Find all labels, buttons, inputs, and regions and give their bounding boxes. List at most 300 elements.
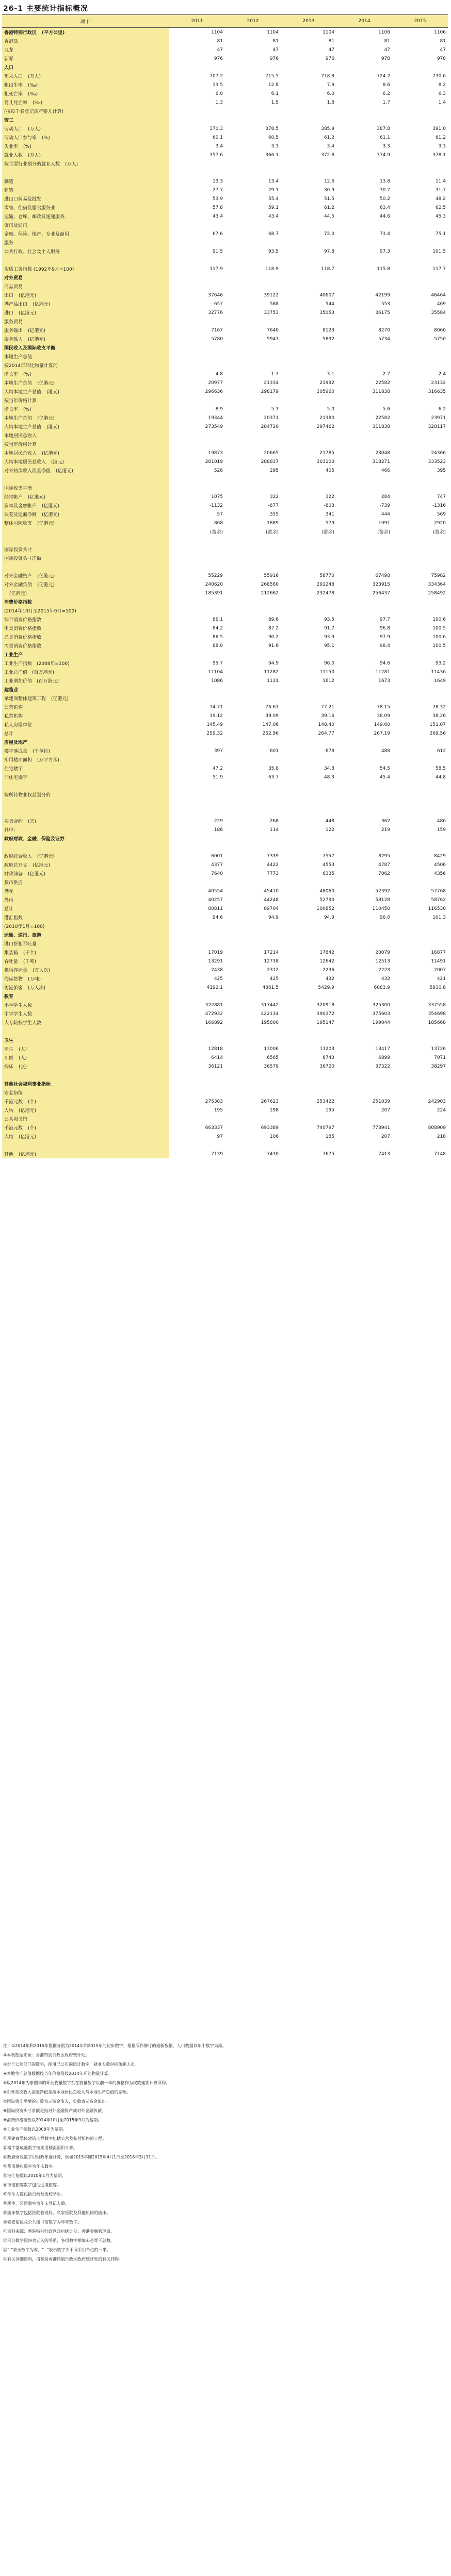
row-label xyxy=(2,711,169,720)
value-cell xyxy=(281,431,336,440)
row-label xyxy=(2,878,169,887)
value-cell xyxy=(336,992,392,1001)
value-cell: 37646 xyxy=(208,292,223,298)
value-cell: 30.9 xyxy=(324,187,334,193)
header-year: 2012 xyxy=(225,15,281,28)
row-label xyxy=(2,703,169,711)
value-cell xyxy=(225,992,281,1001)
row-unit: (万吨) xyxy=(28,977,41,982)
value-cell xyxy=(336,168,392,177)
value-cell: 35.8 xyxy=(268,766,279,771)
row-label xyxy=(2,1071,169,1079)
row-label-text: 吞吐量 xyxy=(4,959,19,965)
value-cell: 97.3 xyxy=(379,248,390,254)
row-label-text: 总计 xyxy=(4,732,14,737)
value-cell: 6.2 xyxy=(438,406,446,412)
row-label xyxy=(2,264,169,273)
row-unit: (亿港元) xyxy=(37,574,55,579)
value-cell xyxy=(169,1079,225,1088)
row-unit: (张) xyxy=(19,1065,27,1070)
value-cell xyxy=(392,343,448,352)
value-cell xyxy=(225,606,281,615)
row-label xyxy=(2,571,169,580)
row-label-text: 承建商整体建筑工程 xyxy=(4,696,46,702)
value-cell xyxy=(281,694,336,703)
value-cell: 7.9 xyxy=(327,82,334,88)
value-cell xyxy=(392,834,448,843)
value-cell: 4553 xyxy=(323,862,334,868)
row-unit: (万人) xyxy=(28,74,41,79)
row-label xyxy=(2,887,169,895)
table-row xyxy=(2,519,448,527)
value-cell xyxy=(225,650,281,659)
value-cell: 20371 xyxy=(264,415,279,421)
row-label-text: 买卖合约 xyxy=(4,819,23,824)
value-cell xyxy=(169,484,225,492)
value-cell xyxy=(392,1115,448,1123)
row-label xyxy=(2,562,169,571)
table-row xyxy=(2,282,448,291)
value-cell xyxy=(336,545,392,554)
row-label xyxy=(2,1123,169,1132)
value-cell: 39122 xyxy=(264,292,279,298)
row-label xyxy=(2,72,169,80)
value-cell xyxy=(392,63,448,72)
value-cell: 145.49 xyxy=(206,722,223,727)
value-cell xyxy=(336,808,392,817)
value-cell: 3.4 xyxy=(327,143,334,149)
value-cell: 74.71 xyxy=(210,704,223,710)
value-cell xyxy=(225,1079,281,1088)
table-row xyxy=(2,194,448,203)
table-row xyxy=(2,703,448,711)
value-cell: 242903 xyxy=(428,1099,446,1104)
value-cell: 45410 xyxy=(264,888,279,894)
row-label xyxy=(2,1036,169,1044)
value-cell xyxy=(281,282,336,291)
table-row xyxy=(2,852,448,860)
table-row xyxy=(2,186,448,194)
row-label-text: 房屋及地产 xyxy=(4,740,28,745)
value-cell: 122 xyxy=(325,827,334,833)
value-cell: 6414 xyxy=(211,1055,223,1060)
table-header-row xyxy=(2,15,448,28)
table-row xyxy=(2,650,448,659)
row-label-text: 国际投资头寸净额 xyxy=(4,556,42,561)
value-cell xyxy=(225,352,281,361)
value-cell: 94.9 xyxy=(268,915,279,920)
table-row xyxy=(2,1088,448,1097)
row-label xyxy=(2,98,169,107)
row-label xyxy=(2,519,169,527)
value-cell xyxy=(169,790,225,799)
value-cell xyxy=(281,159,336,168)
value-cell: 11491 xyxy=(431,958,446,964)
value-cell: 11.4 xyxy=(435,178,446,184)
row-label-text: 服务输出 xyxy=(4,328,23,334)
row-label xyxy=(2,738,169,746)
value-cell xyxy=(225,597,281,606)
row-label xyxy=(2,1079,169,1088)
row-label-text: 商品贸易 xyxy=(4,285,23,290)
row-label xyxy=(2,510,169,519)
row-unit: (亿港元) xyxy=(9,591,27,596)
value-cell: 2236 xyxy=(323,967,334,973)
value-cell xyxy=(225,256,281,264)
value-cell xyxy=(225,440,281,448)
value-cell xyxy=(225,930,281,939)
value-cell: 391.0 xyxy=(432,126,446,131)
value-cell xyxy=(392,440,448,448)
table-row xyxy=(2,168,448,177)
value-cell: 740797 xyxy=(316,1125,334,1131)
value-cell: 1075 xyxy=(211,494,223,500)
value-cell: 3.3 xyxy=(438,143,446,149)
table-row xyxy=(2,966,448,974)
value-cell xyxy=(392,1071,448,1079)
value-cell: 2312 xyxy=(267,967,279,973)
value-cell xyxy=(225,221,281,229)
value-cell xyxy=(281,317,336,326)
value-cell: 663337 xyxy=(205,1125,223,1131)
value-cell: 1131 xyxy=(267,678,279,684)
value-cell: 36175 xyxy=(375,310,390,315)
value-cell: 1.4 xyxy=(438,99,446,105)
table-row xyxy=(2,562,448,571)
value-cell xyxy=(281,808,336,817)
value-cell: 298179 xyxy=(261,389,279,394)
value-cell: 52392 xyxy=(375,888,390,894)
table-row xyxy=(2,448,448,457)
value-cell: 38.09 xyxy=(377,713,390,719)
row-label xyxy=(2,107,169,115)
row-label xyxy=(2,124,169,133)
value-cell: 81 xyxy=(384,38,390,44)
value-cell: 47 xyxy=(272,47,279,53)
value-cell: 4377 xyxy=(211,862,223,868)
value-cell xyxy=(336,1036,392,1044)
value-cell: 432 xyxy=(325,976,334,982)
value-cell: 268580 xyxy=(261,581,279,587)
row-unit: (亿港元) xyxy=(42,504,60,509)
value-cell xyxy=(225,484,281,492)
value-cell xyxy=(281,361,336,370)
row-label xyxy=(2,1001,169,1009)
value-cell xyxy=(169,650,225,659)
value-cell: 256437 xyxy=(372,590,390,596)
value-cell: 21334 xyxy=(264,380,279,386)
value-cell xyxy=(169,343,225,352)
value-cell: 207 xyxy=(381,1134,390,1139)
value-cell xyxy=(169,1027,225,1036)
row-label-text: 运输、通讯、旅游 xyxy=(4,933,42,938)
row-label xyxy=(2,939,169,948)
value-cell xyxy=(336,115,392,124)
row-label-text: 按所持物业权益划分的 xyxy=(4,793,51,798)
row-label xyxy=(2,440,169,448)
row-label xyxy=(2,1106,169,1115)
value-cell: -1132 xyxy=(209,503,223,508)
value-cell: 724.2 xyxy=(377,73,390,79)
value-cell: 22582 xyxy=(375,380,390,386)
value-cell xyxy=(225,431,281,440)
table-row xyxy=(2,300,448,308)
value-cell: 6.0 xyxy=(327,91,334,96)
value-cell: 54.5 xyxy=(379,766,390,771)
row-unit: (亿港元) xyxy=(37,854,55,859)
row-label-text: 金融、保险、地产、专业及商用 xyxy=(4,232,70,237)
value-cell: 5780 xyxy=(211,336,223,342)
value-cell: 42199 xyxy=(375,292,390,298)
value-cell: 579 xyxy=(325,520,334,526)
value-cell xyxy=(281,396,336,405)
value-cell xyxy=(392,878,448,887)
row-label-text: 就业人数 xyxy=(4,153,23,158)
value-cell xyxy=(336,554,392,562)
value-cell xyxy=(392,755,448,764)
header-item: 项 目 xyxy=(2,15,169,28)
table-row xyxy=(2,720,448,729)
value-cell xyxy=(281,799,336,808)
row-label-text: 增长率 xyxy=(4,407,19,412)
footnote-line: ⑫楼宇落成量数字按实用楼面面积计算。 xyxy=(3,2146,77,2150)
value-cell: 4787 xyxy=(378,862,390,868)
value-cell: 7430 xyxy=(267,1151,279,1157)
row-unit: (人) xyxy=(19,1056,27,1061)
value-cell: 8270 xyxy=(378,327,390,333)
table-row xyxy=(2,843,448,852)
row-unit: (万人) xyxy=(28,127,41,132)
value-cell xyxy=(281,843,336,852)
row-label xyxy=(2,974,169,983)
value-cell: 58.5 xyxy=(435,766,446,771)
table-row xyxy=(2,1115,448,1123)
value-cell: 81 xyxy=(328,38,334,44)
value-cell xyxy=(281,1079,336,1088)
value-cell xyxy=(392,536,448,545)
value-cell: 5734 xyxy=(378,336,390,342)
row-label-text: (2010年1月=100) xyxy=(4,924,45,929)
value-cell: 1673 xyxy=(378,678,390,684)
row-label xyxy=(2,431,169,440)
value-cell xyxy=(336,396,392,405)
value-cell: 432 xyxy=(381,976,390,982)
table-row xyxy=(2,694,448,703)
value-cell xyxy=(392,475,448,484)
table-row xyxy=(2,159,448,168)
value-cell: 303100 xyxy=(316,459,334,464)
value-cell: 601 xyxy=(269,748,279,754)
value-cell: 4861.5 xyxy=(262,985,279,990)
row-label xyxy=(2,580,169,589)
value-cell xyxy=(336,606,392,615)
value-cell: 297462 xyxy=(316,424,334,429)
row-unit: (亿港元) xyxy=(56,469,74,474)
row-label-text: 工业增加价值 (百万港元) xyxy=(4,679,59,684)
row-label xyxy=(2,615,169,624)
value-cell xyxy=(169,475,225,484)
value-cell xyxy=(336,597,392,606)
value-cell xyxy=(225,1036,281,1044)
value-cell xyxy=(225,1027,281,1036)
value-cell xyxy=(169,755,225,764)
row-label xyxy=(2,291,169,300)
value-cell: 59.1 xyxy=(268,205,279,210)
row-label xyxy=(2,133,169,142)
value-cell: 21380 xyxy=(319,415,334,421)
value-cell: 43.4 xyxy=(268,213,279,219)
table-row xyxy=(2,37,448,45)
row-label-text: 公共行政、社会及个人服务 xyxy=(4,250,60,255)
value-cell: 47 xyxy=(217,47,223,53)
value-cell: 1106 xyxy=(434,29,446,35)
value-cell: 7167 xyxy=(211,327,223,333)
value-cell xyxy=(281,221,336,229)
table-row xyxy=(2,922,448,930)
value-cell xyxy=(336,694,392,703)
row-unit: (亿港元) xyxy=(37,583,55,588)
row-label xyxy=(2,212,169,221)
value-cell: 544 xyxy=(325,301,334,307)
value-cell: 325300 xyxy=(372,1002,390,1008)
row-label-text: 对外贸易 xyxy=(4,276,23,281)
value-cell: 5.3 xyxy=(271,406,279,412)
table-row xyxy=(2,413,448,422)
table-row xyxy=(2,860,448,869)
value-cell xyxy=(336,930,392,939)
table-row xyxy=(2,782,448,790)
row-label-text: 按主要行业划分的就业人数 xyxy=(4,162,60,167)
value-cell: 67498 xyxy=(375,573,390,578)
value-cell: 469 xyxy=(437,301,446,307)
row-label xyxy=(2,729,169,738)
value-cell: 3.3 xyxy=(271,143,279,149)
row-unit: (亿港元) xyxy=(19,293,37,298)
value-cell xyxy=(392,396,448,405)
row-unit: (亿港元) xyxy=(19,311,37,316)
row-label-text: (2014年10月至2015年9月=100) xyxy=(4,609,76,614)
value-cell xyxy=(225,63,281,72)
row-label-text: 粗出生率 xyxy=(4,83,23,88)
row-label-text: 政府财政、金融、保险及证券 xyxy=(4,837,65,842)
value-cell: 58762 xyxy=(431,897,446,903)
value-cell xyxy=(281,536,336,545)
value-cell xyxy=(281,115,336,124)
row-label xyxy=(2,142,169,151)
value-cell: 68.7 xyxy=(268,231,279,237)
row-label xyxy=(2,80,169,89)
table-row xyxy=(2,422,448,431)
value-cell xyxy=(281,343,336,352)
footnote-line: ⑯访港旅客数字包括过境旅客。 xyxy=(3,2183,61,2187)
value-cell xyxy=(281,107,336,115)
row-label xyxy=(2,904,169,913)
value-cell: 374.9 xyxy=(377,152,390,158)
table-row xyxy=(2,624,448,633)
value-cell xyxy=(281,63,336,72)
footnote-line: 注：①2014年和2015年数据分别为2014年和2015年的初步数字，根据所作修订的最新数据，人口数据以年中数字为准。 xyxy=(3,2043,227,2048)
row-label-text: 实质工资指数 (1992年9月=100) xyxy=(4,267,74,272)
table-row xyxy=(2,440,448,448)
value-cell: 63.4 xyxy=(379,205,390,210)
footnote-line: ㉓“-”表示数字为零，“..”表示数字少于所采用单位的一半。 xyxy=(3,2248,111,2252)
value-cell xyxy=(336,221,392,229)
value-cell: 657 xyxy=(214,301,223,307)
row-label xyxy=(2,799,169,808)
table-row xyxy=(2,580,448,589)
value-cell: 320918 xyxy=(316,1002,334,1008)
value-cell xyxy=(392,939,448,948)
footnote-line: ㉒部分数字因四舍五入的关系，各项数字相加未必等于总数。 xyxy=(3,2238,115,2243)
row-unit: (亿港元) xyxy=(33,863,51,868)
value-cell: 395 xyxy=(437,468,446,473)
row-unit: (亿港元) xyxy=(37,521,55,526)
value-cell: 35053 xyxy=(319,310,334,315)
row-label xyxy=(2,326,169,335)
value-cell xyxy=(336,484,392,492)
value-cell: 316635 xyxy=(428,389,446,394)
value-cell: 93.9 xyxy=(324,634,334,640)
row-unit: (港元) xyxy=(46,425,60,430)
value-cell xyxy=(281,1036,336,1044)
row-unit: (亿港元) xyxy=(37,381,55,386)
row-label xyxy=(2,448,169,457)
table-row xyxy=(2,685,448,694)
row-label xyxy=(2,229,169,238)
row-label-text: 出口 xyxy=(4,293,14,298)
value-cell: 91.5 xyxy=(212,248,223,254)
value-cell: 390372 xyxy=(316,1011,334,1017)
value-cell: 976 xyxy=(214,56,223,61)
row-label-text: 资讯及通讯 xyxy=(4,223,28,228)
value-cell: (盈余) xyxy=(210,530,223,535)
value-cell xyxy=(225,343,281,352)
value-cell: 273549 xyxy=(205,424,223,429)
row-label xyxy=(2,89,169,98)
footnote-line: ⑪承建商整体建筑工程数字包括公营及私营机构的工程。 xyxy=(3,2136,106,2141)
table-row xyxy=(2,405,448,413)
value-cell: 118.9 xyxy=(265,266,279,272)
value-cell: 334364 xyxy=(428,581,446,587)
value-cell: 20079 xyxy=(375,950,390,955)
value-cell: 39.12 xyxy=(210,713,223,719)
table-row xyxy=(2,264,448,273)
value-cell: 27.7 xyxy=(212,187,223,193)
value-cell xyxy=(169,352,225,361)
value-cell xyxy=(281,650,336,659)
value-cell xyxy=(225,107,281,115)
value-cell: 612 xyxy=(437,748,446,754)
value-cell xyxy=(392,352,448,361)
value-cell: 12738 xyxy=(264,958,279,964)
row-label xyxy=(2,817,169,825)
row-unit: (亿港元) xyxy=(33,302,51,307)
value-cell xyxy=(392,484,448,492)
value-cell: 372.8 xyxy=(321,152,334,158)
row-unit: (亿港元) xyxy=(28,328,46,334)
value-cell xyxy=(392,922,448,930)
value-cell: 87.2 xyxy=(268,625,279,631)
value-cell: 94.6 xyxy=(212,915,223,920)
value-cell xyxy=(169,1141,225,1150)
value-cell: 199044 xyxy=(372,1020,390,1025)
value-cell xyxy=(225,694,281,703)
value-cell: 185 xyxy=(325,1134,334,1139)
value-cell: 185668 xyxy=(428,1020,446,1025)
value-cell: 262.96 xyxy=(262,730,279,736)
value-cell xyxy=(392,107,448,115)
row-label-text: 香港岛 xyxy=(4,39,19,44)
